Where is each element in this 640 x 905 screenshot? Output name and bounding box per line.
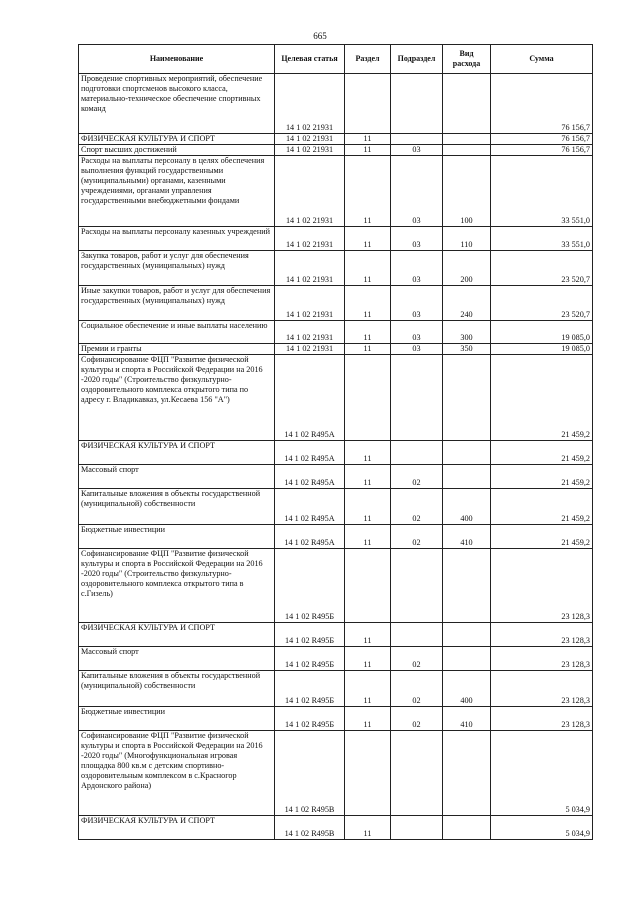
- cell-target: 14 1 02 R495В: [275, 816, 345, 840]
- cell-name: Премии и гранты: [79, 344, 275, 355]
- cell-type: [443, 145, 491, 156]
- cell-name: Софинансирование ФЦП "Развитие физической культуры и спорта в Российской Федерации на 2016 -2020 годы" (Строительство физкультурно-оздоровительного комплекса открытого типа по адресу г. Владикавказ, ул.Кесаева 156 "А"): [79, 355, 275, 441]
- table-row: [79, 549, 593, 623]
- cell-name: Бюджетные инвестиции: [79, 525, 275, 549]
- table-row: [79, 355, 593, 441]
- cell-section: 11: [345, 671, 391, 707]
- cell-section: 11: [345, 251, 391, 286]
- cell-target: 14 1 02 21931: [275, 344, 345, 355]
- table-row: [79, 321, 593, 344]
- cell-type: [443, 731, 491, 816]
- cell-sum: 21 459,2: [491, 465, 593, 489]
- cell-subsection: 03: [391, 227, 443, 251]
- cell-sum: 33 551,0: [491, 227, 593, 251]
- cell-sum: 5 034,9: [491, 731, 593, 816]
- cell-subsection: 03: [391, 251, 443, 286]
- cell-target: 14 1 02 R495A: [275, 441, 345, 465]
- cell-target: 14 1 02 21931: [275, 145, 345, 156]
- cell-type: [443, 355, 491, 441]
- header-type: Вид расхода: [443, 45, 491, 74]
- cell-target: 14 1 02 R495Б: [275, 671, 345, 707]
- cell-section: 11: [345, 465, 391, 489]
- table-row: [79, 623, 593, 647]
- cell-section: [345, 549, 391, 623]
- cell-name: Социальное обеспечение и иные выплаты населению: [79, 321, 275, 344]
- cell-section: 11: [345, 134, 391, 145]
- cell-type: 350: [443, 344, 491, 355]
- cell-sum: 23 520,7: [491, 286, 593, 321]
- cell-type: 410: [443, 707, 491, 731]
- cell-type: 200: [443, 251, 491, 286]
- table-row: [79, 441, 593, 465]
- cell-type: [443, 74, 491, 134]
- cell-subsection: [391, 549, 443, 623]
- cell-name: Софинансирование ФЦП "Развитие физической культуры и спорта в Российской Федерации на 2016 -2020 годы" (Строительство физкультурно-оздоровительного комплекса открытого типа в с.Гизель): [79, 549, 275, 623]
- cell-subsection: 03: [391, 145, 443, 156]
- cell-sum: 76 156,7: [491, 145, 593, 156]
- table-row: [79, 647, 593, 671]
- cell-name: ФИЗИЧЕСКАЯ КУЛЬТУРА И СПОРТ: [79, 134, 275, 145]
- cell-subsection: 02: [391, 707, 443, 731]
- cell-section: 11: [345, 441, 391, 465]
- cell-type: [443, 441, 491, 465]
- cell-subsection: [391, 731, 443, 816]
- cell-sum: 19 085,0: [491, 344, 593, 355]
- cell-target: 14 1 02 R495Б: [275, 647, 345, 671]
- cell-sum: 21 459,2: [491, 525, 593, 549]
- table-row: [79, 286, 593, 321]
- cell-section: [345, 74, 391, 134]
- budget-table: [78, 44, 593, 840]
- cell-subsection: 03: [391, 321, 443, 344]
- cell-sum: 21 459,2: [491, 355, 593, 441]
- cell-sum: 23 128,3: [491, 707, 593, 731]
- cell-target: 14 1 02 21931: [275, 251, 345, 286]
- cell-subsection: [391, 355, 443, 441]
- cell-subsection: 02: [391, 525, 443, 549]
- cell-name: Расходы на выплаты персоналу казенных учреждений: [79, 227, 275, 251]
- cell-target: 14 1 02 R495В: [275, 731, 345, 816]
- cell-type: [443, 549, 491, 623]
- cell-sum: 76 156,7: [491, 134, 593, 145]
- cell-target: 14 1 02 21931: [275, 227, 345, 251]
- cell-sum: 21 459,2: [491, 489, 593, 525]
- cell-subsection: [391, 623, 443, 647]
- cell-section: 11: [345, 647, 391, 671]
- cell-subsection: 02: [391, 647, 443, 671]
- cell-subsection: 03: [391, 286, 443, 321]
- cell-target: 14 1 02 R495A: [275, 525, 345, 549]
- table-header-row: [79, 45, 593, 74]
- cell-subsection: 02: [391, 489, 443, 525]
- header-subsection: Подраздел: [391, 45, 443, 74]
- cell-sum: 23 128,3: [491, 549, 593, 623]
- cell-name: ФИЗИЧЕСКАЯ КУЛЬТУРА И СПОРТ: [79, 623, 275, 647]
- cell-sum: 21 459,2: [491, 441, 593, 465]
- cell-name: Закупка товаров, работ и услуг для обеспечения государственных (муниципальных) нужд: [79, 251, 275, 286]
- page-number: 665: [313, 31, 327, 41]
- table-row: [79, 465, 593, 489]
- cell-name: Бюджетные инвестиции: [79, 707, 275, 731]
- table-row: [79, 707, 593, 731]
- cell-target: 14 1 02 R495Б: [275, 623, 345, 647]
- table-row: [79, 816, 593, 840]
- cell-section: [345, 731, 391, 816]
- table-row: [79, 227, 593, 251]
- header-section: Раздел: [345, 45, 391, 74]
- cell-type: [443, 816, 491, 840]
- cell-section: 11: [345, 156, 391, 227]
- cell-subsection: 02: [391, 671, 443, 707]
- cell-sum: 23 128,3: [491, 623, 593, 647]
- table-row: [79, 525, 593, 549]
- header-sum: Сумма: [491, 45, 593, 74]
- cell-section: [345, 355, 391, 441]
- cell-sum: 23 128,3: [491, 647, 593, 671]
- cell-section: 11: [345, 707, 391, 731]
- cell-subsection: [391, 441, 443, 465]
- cell-type: 400: [443, 671, 491, 707]
- cell-subsection: [391, 134, 443, 145]
- cell-name: Иные закупки товаров, работ и услуг для обеспечения государственных (муниципальных) нужд: [79, 286, 275, 321]
- cell-target: 14 1 02 R495A: [275, 355, 345, 441]
- cell-target: 14 1 02 R495A: [275, 489, 345, 525]
- cell-subsection: 03: [391, 156, 443, 227]
- cell-name: ФИЗИЧЕСКАЯ КУЛЬТУРА И СПОРТ: [79, 816, 275, 840]
- cell-type: 240: [443, 286, 491, 321]
- cell-target: 14 1 02 R495A: [275, 465, 345, 489]
- table-row: [79, 156, 593, 227]
- cell-name: ФИЗИЧЕСКАЯ КУЛЬТУРА И СПОРТ: [79, 441, 275, 465]
- cell-section: 11: [345, 489, 391, 525]
- cell-target: 14 1 02 21931: [275, 156, 345, 227]
- cell-target: 14 1 02 21931: [275, 321, 345, 344]
- cell-type: 410: [443, 525, 491, 549]
- cell-sum: 33 551,0: [491, 156, 593, 227]
- cell-subsection: 03: [391, 344, 443, 355]
- cell-target: 14 1 02 21931: [275, 134, 345, 145]
- cell-section: 11: [345, 286, 391, 321]
- cell-target: 14 1 02 21931: [275, 286, 345, 321]
- cell-type: [443, 134, 491, 145]
- table-row: [79, 344, 593, 355]
- cell-name: Расходы на выплаты персоналу в целях обеспечения выполнения функций государственными (муниципальными) органами, казенными учреждениями, органами управления государственными внебюджетными фондами: [79, 156, 275, 227]
- cell-type: [443, 647, 491, 671]
- cell-name: Массовый спорт: [79, 647, 275, 671]
- cell-type: 400: [443, 489, 491, 525]
- cell-name: Проведение спортивных мероприятий, обеспечение подготовки спортсменов высокого класса, материально-техническое обеспечение спортивных команд: [79, 74, 275, 134]
- cell-target: 14 1 02 R495Б: [275, 707, 345, 731]
- cell-section: 11: [345, 227, 391, 251]
- cell-type: [443, 465, 491, 489]
- table-row: [79, 731, 593, 816]
- cell-sum: 76 156,7: [491, 74, 593, 134]
- cell-type: 110: [443, 227, 491, 251]
- cell-name: Софинансирование ФЦП "Развитие физической культуры и спорта в Российской Федерации на 2016 -2020 годы" (Многофункциональная игровая площадка 800 кв.м с детским спортивно-оздоровительным комплексом в с.Красногор Ардонского района): [79, 731, 275, 816]
- cell-subsection: 02: [391, 465, 443, 489]
- cell-section: 11: [345, 145, 391, 156]
- cell-name: Капитальные вложения в объекты государственной (муниципальной) собственности: [79, 489, 275, 525]
- cell-sum: 23 128,3: [491, 671, 593, 707]
- header-target: Целевая статья: [275, 45, 345, 74]
- cell-subsection: [391, 74, 443, 134]
- cell-section: 11: [345, 623, 391, 647]
- cell-section: 11: [345, 344, 391, 355]
- cell-section: 11: [345, 816, 391, 840]
- table-row: [79, 134, 593, 145]
- cell-sum: 19 085,0: [491, 321, 593, 344]
- cell-name: Массовый спорт: [79, 465, 275, 489]
- cell-sum: 5 034,9: [491, 816, 593, 840]
- cell-subsection: [391, 816, 443, 840]
- cell-target: 14 1 02 21931: [275, 74, 345, 134]
- table-row: [79, 489, 593, 525]
- table-row: [79, 145, 593, 156]
- table-row: [79, 74, 593, 134]
- cell-type: [443, 623, 491, 647]
- table-row: [79, 671, 593, 707]
- header-name: Наименование: [79, 45, 275, 74]
- cell-section: 11: [345, 321, 391, 344]
- cell-sum: 23 520,7: [491, 251, 593, 286]
- table-row: [79, 251, 593, 286]
- cell-section: 11: [345, 525, 391, 549]
- cell-target: 14 1 02 R495Б: [275, 549, 345, 623]
- cell-name: Спорт высших достижений: [79, 145, 275, 156]
- cell-type: 300: [443, 321, 491, 344]
- cell-type: 100: [443, 156, 491, 227]
- cell-name: Капитальные вложения в объекты государственной (муниципальной) собственности: [79, 671, 275, 707]
